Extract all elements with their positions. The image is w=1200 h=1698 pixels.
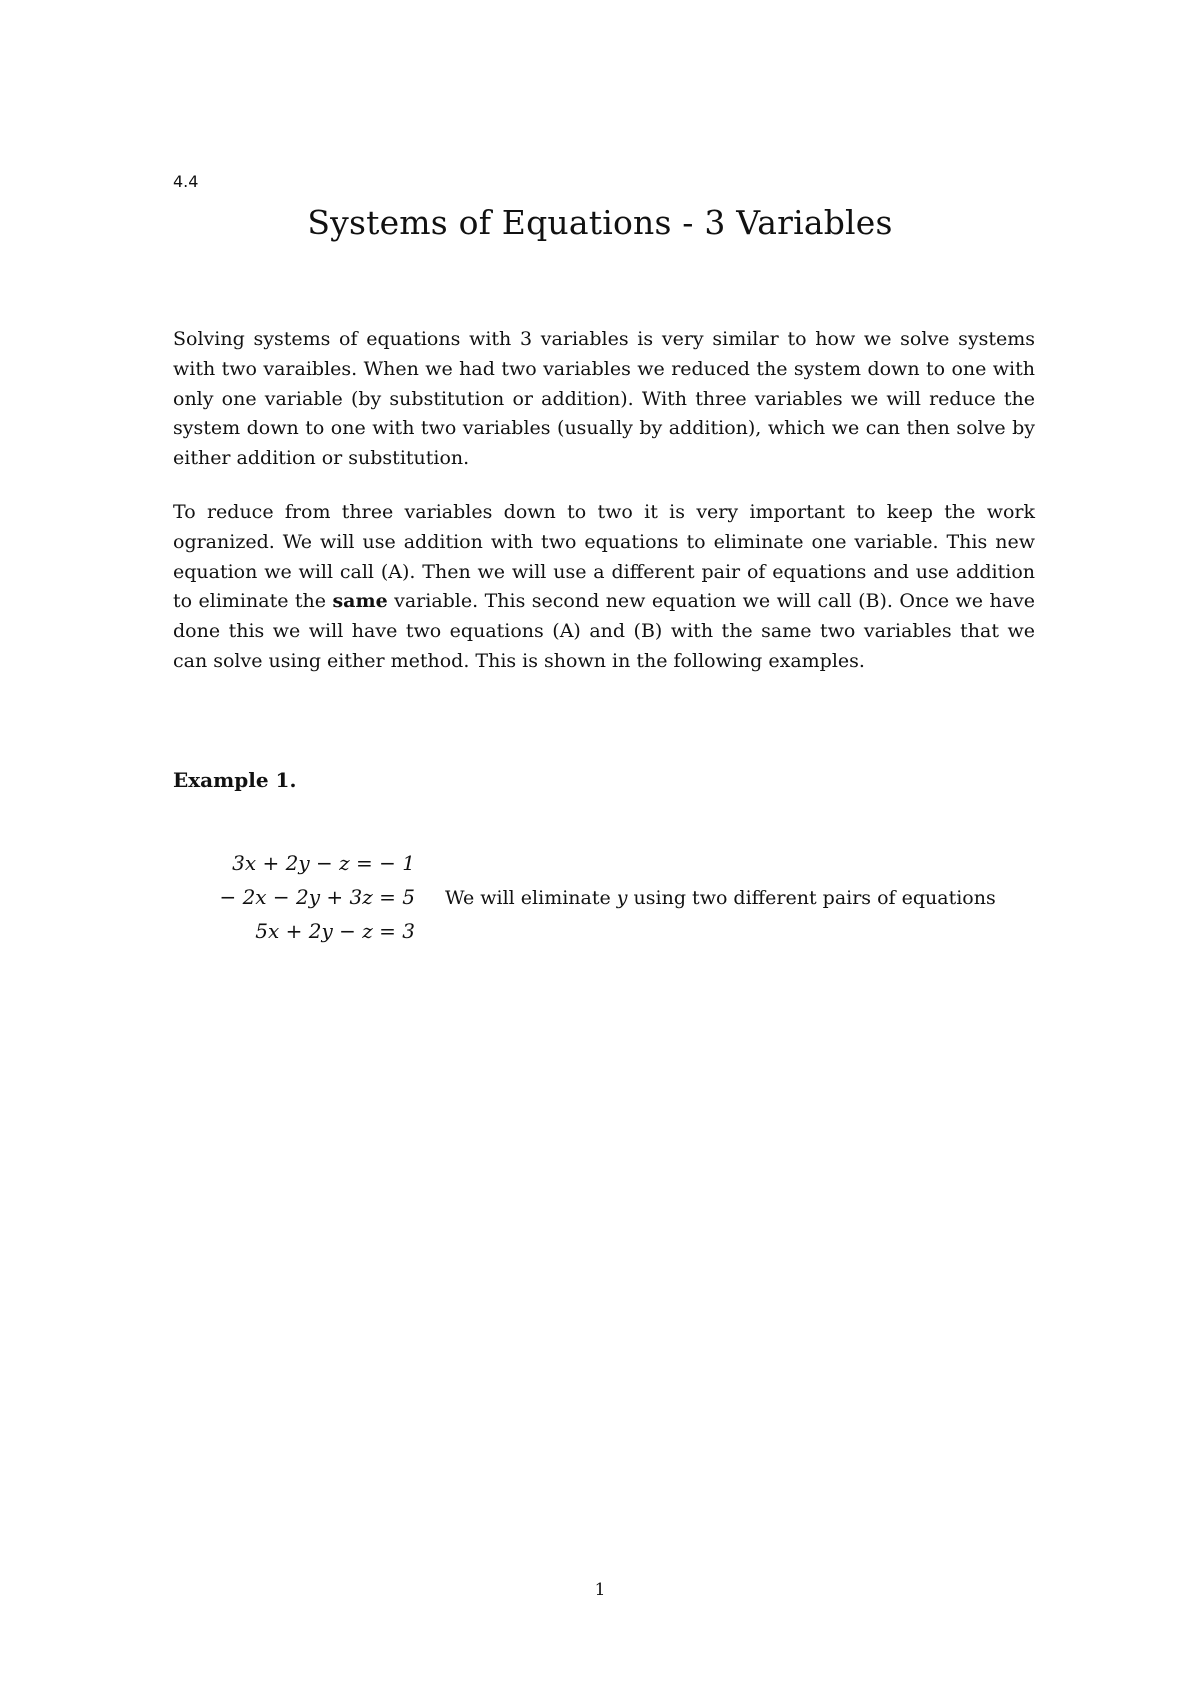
equation-2: − 2x − 2y + 3z = 5 — [219, 885, 415, 909]
method-text-before: To reduce from three variables down to two it is very important to keep the work ogranized. We will use addition with two equations to eliminate one variable. This new equation we will call (A). Then we will use a different pair of equations and use addition to eliminate the — [173, 501, 1035, 613]
equation-1: 3x + 2y − z = − 1 — [232, 851, 415, 875]
emphasis-same: same — [332, 590, 388, 613]
note-text-after: using two different pairs of equations — [627, 887, 996, 909]
note-variable: y — [616, 887, 628, 909]
page-number: 1 — [594, 1580, 606, 1600]
method-text-after: variable. This second new equation we will call (B). Once we have done this we will have two equations (A) and (B) with the same two variables that we can solve using either method. This is shown in the following examples. — [173, 590, 1036, 672]
intro-paragraph: Solving systems of equations with 3 variables is very similar to how we solve systems with two varaibles. When we had two variables we reduced the system down to one with only one variable (by substitution or addition). With three variables we will reduce the system down to one with two variables (usually by addition), which we can then solve by either addition or substitution. — [173, 328, 1035, 470]
page-title: Systems of Equations - 3 Variables — [307, 203, 893, 242]
equation-row-1 — [210, 846, 996, 880]
equation-row-3 — [210, 914, 996, 948]
method-paragraph — [173, 498, 1035, 677]
section-number: 4.4 — [173, 172, 199, 191]
equation-row-2 — [210, 880, 996, 914]
example-heading: Example 1. — [173, 768, 297, 792]
equation-3: 5x + 2y − z = 3 — [255, 919, 415, 943]
note-text-before: We will eliminate — [445, 887, 617, 909]
equation-system — [210, 846, 996, 948]
equation-note — [445, 881, 996, 915]
